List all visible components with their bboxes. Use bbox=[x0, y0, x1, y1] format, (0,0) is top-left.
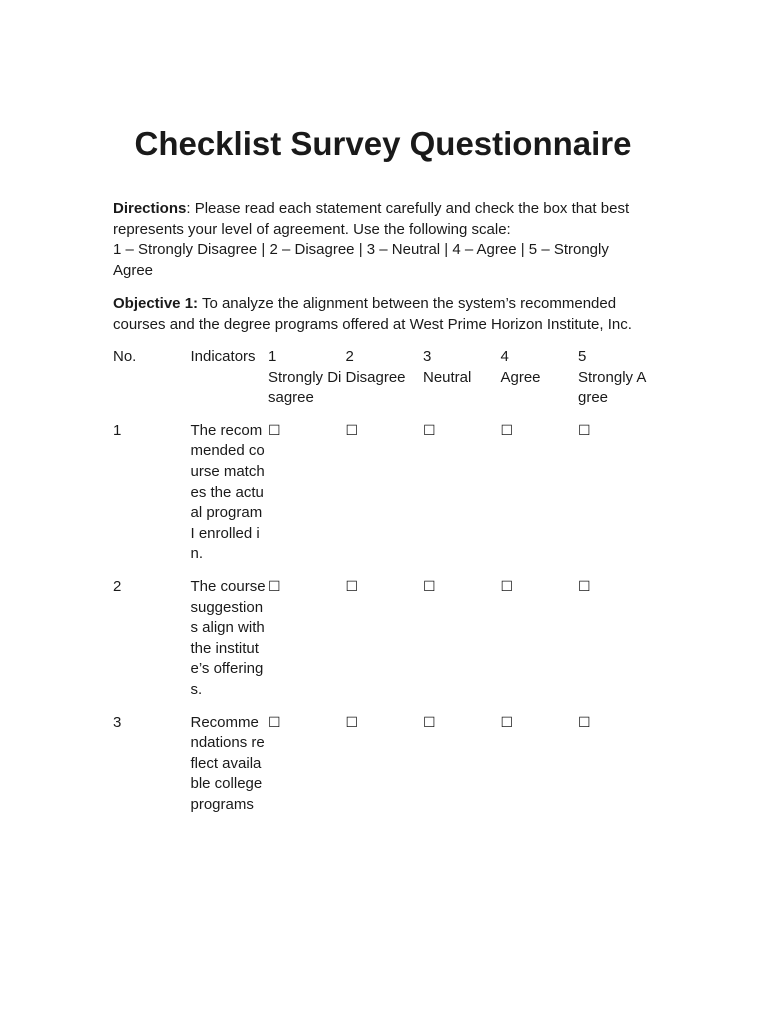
header-indicators: Indicators bbox=[190, 348, 256, 365]
checkbox-disagree[interactable]: ☐ bbox=[345, 422, 359, 439]
checkbox-agree[interactable]: ☐ bbox=[500, 578, 514, 595]
checkbox-strongly-agree[interactable]: ☐ bbox=[578, 422, 591, 439]
header-col-5 bbox=[578, 347, 656, 421]
checkbox-agree[interactable]: ☐ bbox=[500, 422, 514, 439]
checkbox-strongly-disagree[interactable]: ☐ bbox=[268, 578, 281, 595]
header-col-1 bbox=[268, 347, 346, 421]
checkbox-neutral[interactable]: ☐ bbox=[423, 578, 436, 595]
header-col-4-label: Agree bbox=[500, 368, 541, 386]
survey-table bbox=[113, 347, 656, 827]
header-col-1-label: Strongly Disagree bbox=[268, 368, 342, 407]
directions-label: Directions bbox=[113, 200, 187, 217]
table-row bbox=[113, 421, 656, 577]
header-col-3 bbox=[423, 347, 501, 421]
table-header-row bbox=[113, 347, 656, 421]
checkbox-neutral[interactable]: ☐ bbox=[423, 422, 436, 439]
header-col-4 bbox=[501, 347, 579, 421]
checkbox-disagree[interactable]: ☐ bbox=[345, 714, 359, 731]
page-title: Checklist Survey Questionnaire bbox=[134, 125, 632, 162]
header-col-3-label: Neutral bbox=[423, 368, 472, 386]
checkbox-disagree[interactable]: ☐ bbox=[345, 578, 359, 595]
objective-label: Objective 1: bbox=[113, 295, 199, 312]
header-col-4-number: 4 bbox=[500, 348, 509, 365]
header-col-3-number: 3 bbox=[423, 348, 432, 365]
header-col-2-number: 2 bbox=[345, 348, 354, 365]
row-number: 1 bbox=[113, 421, 122, 439]
checkbox-strongly-disagree[interactable]: ☐ bbox=[268, 714, 281, 731]
checkbox-strongly-agree[interactable]: ☐ bbox=[578, 578, 591, 595]
table-row bbox=[113, 577, 656, 713]
header-col-2 bbox=[346, 347, 424, 421]
header-no: No. bbox=[113, 348, 137, 365]
header-col-5-label: Strongly Agree bbox=[578, 368, 647, 407]
checkbox-strongly-agree[interactable]: ☐ bbox=[578, 714, 591, 731]
checkbox-strongly-disagree[interactable]: ☐ bbox=[268, 422, 281, 439]
checkbox-agree[interactable]: ☐ bbox=[500, 714, 514, 731]
header-col-2-label: Disagree bbox=[345, 368, 406, 386]
row-number: 2 bbox=[113, 577, 122, 595]
header-col-1-number: 1 bbox=[268, 348, 277, 365]
objective-text: To analyze the alignment between the system’s recommended courses and the degree programs offered at West Prime Horizon Institute, Inc. bbox=[113, 295, 632, 333]
row-indicator: Recommendations reflect available college programs bbox=[190, 713, 265, 813]
table-row bbox=[113, 713, 656, 828]
header-col-5-number: 5 bbox=[578, 348, 587, 365]
objective-paragraph bbox=[113, 294, 643, 335]
row-indicator: The course suggestions align with the institute’s offerings. bbox=[190, 577, 266, 698]
directions-text: : Please read each statement carefully and check the box that best represents your level of agreement. Use the following scale: bbox=[113, 200, 630, 238]
checkbox-neutral[interactable]: ☐ bbox=[423, 714, 436, 731]
directions-scale: 1 – Strongly Disagree | 2 – Disagree | 3 – Neutral | 4 – Agree | 5 – Strongly Agree bbox=[113, 241, 609, 279]
row-number: 3 bbox=[113, 713, 122, 731]
directions-paragraph bbox=[113, 199, 643, 281]
row-indicator: The recommended course matches the actual program I enrolled in. bbox=[190, 421, 265, 563]
